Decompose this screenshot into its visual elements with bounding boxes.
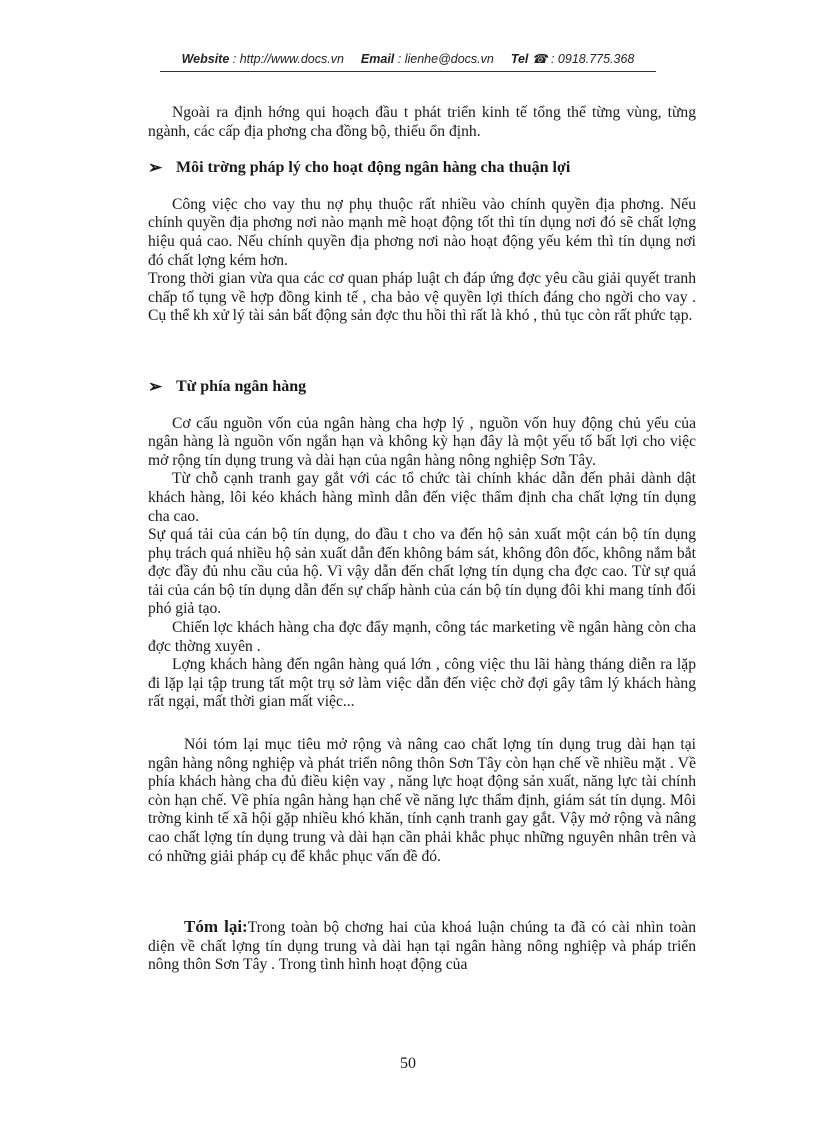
- summary-text: Trong toàn bộ chơng hai của khoá luận chúng ta đã có cài nhìn toàn diện về chất lợng tín dụng trung và dài hạn tại ngân hàng nông nghiệp và pháp triển nông thôn Sơn Tây . Trong tình hình hoạt động của: [148, 919, 697, 974]
- phone-icon: ☎: [531, 52, 548, 66]
- page-number: 50: [400, 1055, 416, 1072]
- paragraph-4: Cơ cấu nguồn vốn của ngân hàng cha hợp lý , nguồn vốn huy động chủ yếu của ngân hàng là nguồn vốn ngắn hạn và không kỳ hạn đây là một yếu tố bất lợi cho việc mở rộng tín dụng trung và dài hạn của ngân hàng nông nghiệp Sơn Tây.: [148, 414, 696, 469]
- page-header: [0, 51, 816, 66]
- paragraph-7: Chiến lợc khách hàng cha đợc đẩy mạnh, công tác marketing về ngân hàng còn cha đợc thờng xuyên .: [148, 619, 696, 655]
- header-divider: [160, 71, 656, 72]
- summary-lead: Tóm lại:: [184, 917, 248, 937]
- paragraph-2: Công việc cho vay thu nợ phụ thuộc rất nhiều vào chính quyền địa phơng. Nếu chính quyền địa phơng nơi nào mạnh mẽ hoạt động tốt thì tín dụng nơi đó sẽ chất lợng hiệu quả cao. Nếu chính quyền địa phơng nơi nào hoạt động yếu kém thì tín dụng nơi đó chất lợng kém hơn.: [148, 195, 696, 269]
- paragraph-10: [148, 918, 696, 975]
- paragraph-6: Sự quá tải của cán bộ tín dụng, do đầu t cho va đến hộ sản xuất một cán bộ tín dụng phụ trách quá nhiều hộ sản xuất dẫn đến không bám sát, không đôn đốc, không nắm bắt đợc đầy đủ nhu cầu của hộ. Vì vậy dẫn đến chất lợng tín dụng cha đợc cao. Từ sự quá tải của cán bộ tín dụng dẫn đến sự chấp hành của cán bộ tín dụng đôi khi mang tính đối phó giả tạo.: [148, 526, 696, 618]
- paragraph-3: Trong thời gian vừa qua các cơ quan pháp luật ch đáp ứng đợc yêu cầu giải quyết tranh chấp tố tụng về hợp đồng kinh tế , cha bảo vệ quyền lợi thích đáng cho ngời cho vay . Cụ thể kh xử lý tài sản bất động sản đợc thu hồi thì rất là khó , thủ tục còn rất phức tạp.: [148, 270, 696, 325]
- heading-text: Từ phía ngân hàng: [176, 377, 307, 395]
- arrow-bullet-icon: ➢: [148, 376, 163, 396]
- website-label: Website: [181, 52, 230, 66]
- document-body: [148, 104, 696, 975]
- arrow-bullet-icon: ➢: [148, 158, 163, 178]
- paragraph-8: Lợng khách hàng đến ngân hàng quá lớn , công việc thu lãi hàng tháng diễn ra lặp đi lặp lại tập trung tất một trụ sở làm việc dẫn đến việc chờ đợi gây tâm lý khách hàng rất ngại, mất thời gian mất việc...: [148, 656, 696, 711]
- heading-text: Môi trờng pháp lý cho hoạt động ngân hàng cha thuận lợi: [176, 159, 571, 177]
- email-value: : lienhe@docs.vn: [397, 52, 494, 66]
- email-label: Email: [360, 52, 395, 66]
- paragraph-1: Ngoài ra định hớng qui hoạch đầu t phát triển kinh tế tổng thể từng vùng, từng ngành, các cấp địa phơng cha đồng bộ, thiếu ổn định.: [148, 104, 696, 140]
- paragraph-9: Nói tóm lại mục tiêu mở rộng và nâng cao chất lợng tín dụng trug dài hạn tại ngân hàng nông nghiệp và phát triển nông thôn Sơn Tây còn hạn chế về nhiều mặt . Về phía khách hàng cha đủ điều kiện vay , năng lực hoạt động sản xuất, năng lực tài chính còn hạn chế. Về phía ngân hàng hạn chế về năng lực thẩm định, giám sát tín dụng. Môi trờng kinh tế xã hội gặp nhiều khó khăn, tính cạnh tranh gay gắt. Vậy mở rộng và nâng cao chất lợng tín dụng trung và dài hạn cần phải khắc phục những nguyên nhân trên và có những giải pháp cụ để khắc phục vấn đề đó.: [148, 736, 696, 865]
- section-heading-bank: [148, 378, 696, 397]
- tel-value: : 0918.775.368: [550, 52, 635, 66]
- tel-label: Tel: [510, 52, 529, 66]
- paragraph-5: Từ chỗ cạnh tranh gay gắt với các tổ chức tài chính khác dẫn đến phải dành dật khách hàng, lôi kéo khách hàng mình dẫn đến việc thẩm định cha chất lợng tín dụng cha cao.: [148, 470, 696, 525]
- section-heading-legal: [148, 159, 696, 178]
- website-value: : http://www.docs.vn: [232, 52, 344, 66]
